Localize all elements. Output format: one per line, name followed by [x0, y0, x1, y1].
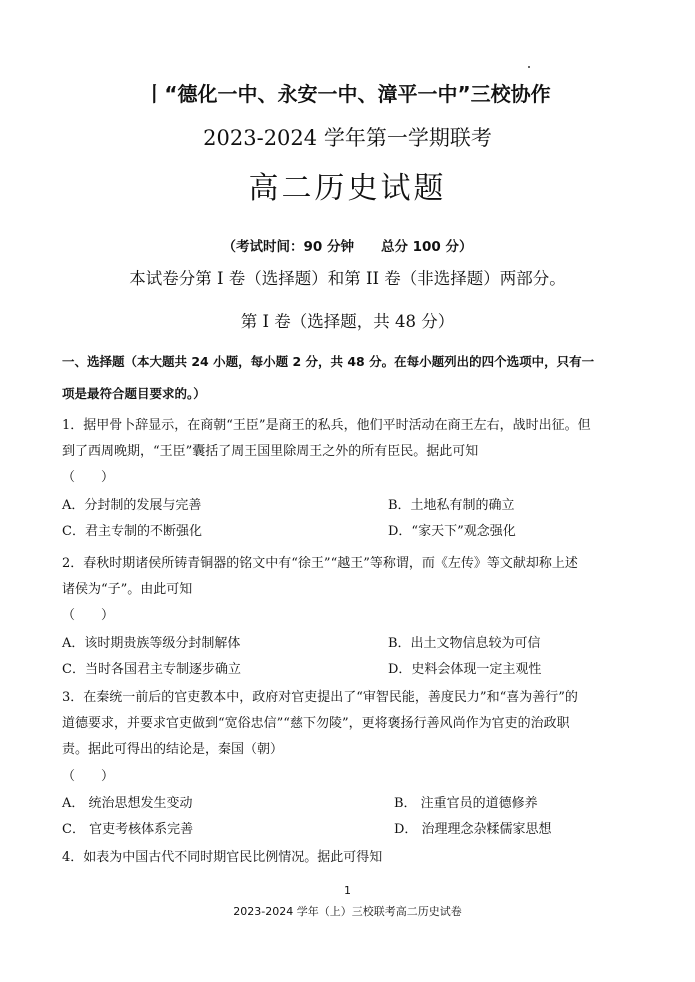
question-3-answer-blank: （ ）	[62, 769, 115, 784]
school-collaboration-line: 丨“德化一中、永安一中、漳平一中”三校协作	[144, 82, 551, 106]
question-3-option-a: A． 统治思想发生变动	[62, 796, 193, 811]
footer-exam-name: 2023-2024 学年（上）三校联考高二历史试卷	[233, 905, 462, 918]
question-1-stem-line1: 1．据甲骨卜辞显示，在商朝“王臣”是商王的私兵，他们平时活动在商王左右，战时出征。但	[62, 418, 591, 433]
question-3-stem-line3: 责。据此可得出的结论是，秦国（朝）	[62, 742, 284, 757]
scan-speck	[528, 66, 530, 68]
question-1-answer-blank: （ ）	[62, 470, 115, 485]
question-2-option-b: B．出土文物信息较为可信	[388, 636, 541, 651]
exam-title: 高二历史试题	[248, 171, 447, 206]
question-4-stem-line1: 4．如表为中国古代不同时期官民比例情况。据此可得知	[62, 850, 383, 865]
exam-term: 2023-2024 学年第一学期联考	[203, 126, 492, 150]
question-1-stem-line2: 到了西周晚期，“王臣”囊括了周王国里除周王之外的所有臣民。据此可知	[62, 444, 479, 459]
exam-time-and-score: （考试时间：90 分钟 总分 100 分）	[222, 239, 473, 255]
question-3-option-b: B． 注重官员的道德修养	[394, 796, 538, 811]
question-2-option-d: D．史料会体现一定主观性	[388, 662, 542, 677]
section-instructions-line2: 项是最符合题目要求的。）	[62, 386, 206, 401]
question-3-stem-line2: 道德要求，并要求官吏做到“宽俗忠信”“慈下勿陵”，更将褒扬行善风尚作为官吏的治政职	[62, 716, 570, 731]
paper-intro: 本试卷分第 I 卷（选择题）和第 II 卷（非选择题）两部分。	[129, 269, 566, 288]
question-2-option-c: C．当时各国君主专制逐步确立	[62, 662, 241, 677]
question-1-option-c: C．君主专制的不断强化	[62, 524, 202, 539]
page-number: 1	[344, 884, 351, 897]
question-2-stem-line1: 2．春秋时期诸侯所铸青铜器的铭文中有“徐王”“越王”等称谓，而《左传》等文献却称上述	[62, 556, 578, 571]
question-3-option-c: C． 官吏考核体系完善	[62, 822, 194, 837]
part-one-heading: 第 I 卷（选择题，共 48 分）	[240, 312, 455, 331]
section-instructions-line1: 一、选择题（本大题共 24 小题，每小题 2 分，共 48 分。在每小题列出的四个选项中，只有一	[62, 354, 595, 369]
question-1-option-b: B．土地私有制的确立	[388, 498, 515, 513]
question-1-option-a: A．分封制的发展与完善	[62, 498, 202, 513]
question-3-option-d: D． 治理理念杂糅儒家思想	[394, 822, 552, 837]
question-2-answer-blank: （ ）	[62, 608, 115, 623]
question-2-option-a: A．该时期贵族等级分封制解体	[62, 636, 241, 651]
question-1-option-d: D．“家天下”观念强化	[388, 524, 516, 539]
question-2-stem-line2: 诸侯为“子”。由此可知	[62, 582, 193, 597]
question-3-stem-line1: 3．在秦统一前后的官吏教本中，政府对官吏提出了“审智民能，善度民力”和“喜为善行”的	[62, 690, 578, 705]
